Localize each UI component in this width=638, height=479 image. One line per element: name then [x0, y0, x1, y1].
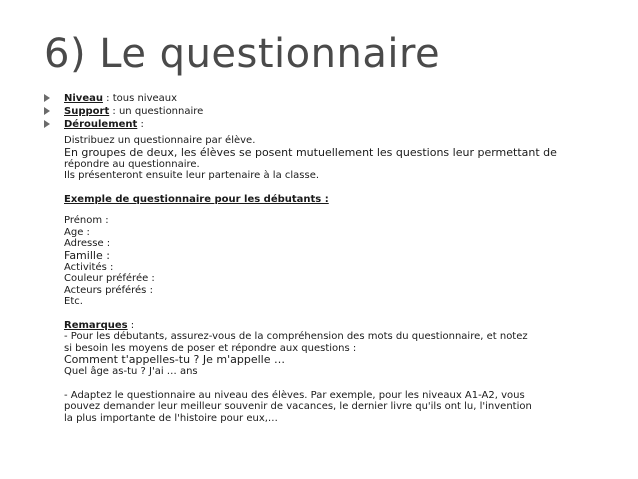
bullet-niveau: [44, 92, 604, 105]
deroulement-line: répondre au questionnaire.: [64, 158, 200, 170]
bullet-key: Déroulement: [64, 119, 138, 130]
example-field: Age :: [64, 226, 90, 238]
deroulement-line: En groupes de deux, les élèves se posent mutuellement les questions leur permettant de: [64, 145, 557, 159]
bullet-deroulement: [44, 118, 604, 131]
deroulement-line: Ils présenteront ensuite leur partenaire à la classe.: [64, 170, 320, 181]
deroulement-line: Distribuez un questionnaire par élève.: [64, 135, 256, 146]
remarques-suffix: :: [127, 319, 135, 331]
adapt-line: - Adaptez le questionnaire au niveau des élèves. Par exemple, pour les niveaux A1-A2, vous: [64, 389, 525, 401]
example-field: Etc.: [64, 296, 83, 307]
example-field: Activités :: [64, 261, 114, 273]
remarques-line: si besoin les moyens de poser et répondre aux questions :: [64, 342, 357, 354]
remarques-line: Comment t'appelles-tu ? Je m'appelle …: [64, 353, 285, 366]
adapt-line: pouvez demander leur meilleur souvenir de vacances, le dernier livre qu'ils ont lu, l'invention: [64, 401, 532, 412]
arrow-bullet-icon: [44, 107, 50, 115]
example-field: Famille :: [64, 248, 110, 262]
example-field: Acteurs préférés :: [64, 284, 153, 296]
slide-title: 6) Le questionnaire: [44, 31, 441, 77]
bullet-text: :: [137, 119, 144, 130]
bullet-list: [44, 92, 604, 131]
bullet-text: : tous niveaux: [102, 93, 178, 104]
example-field: Prénom :: [64, 215, 109, 226]
remarques-heading-line: [64, 320, 604, 332]
bullet-support: [44, 105, 604, 118]
bullet-text: : un questionnaire: [109, 106, 204, 117]
bullet-key: Support: [64, 106, 110, 117]
remarques-line: Quel âge as-tu ? J'ai … ans: [64, 366, 198, 377]
remarques-line: - Pour les débutants, assurez-vous de la compréhension des mots du questionnaire, et notez: [64, 331, 528, 342]
bullet-key: Niveau: [64, 93, 103, 104]
example-field: Adresse :: [64, 238, 111, 249]
adapt-line: la plus importante de l'histoire pour eux,…: [64, 412, 278, 424]
arrow-bullet-icon: [44, 120, 50, 128]
remarques-heading: Remarques: [64, 319, 128, 331]
arrow-bullet-icon: [44, 94, 50, 102]
example-heading: Exemple de questionnaire pour les débutants :: [64, 193, 329, 205]
example-field: Couleur préférée :: [64, 273, 155, 284]
slide-body: [64, 135, 604, 424]
